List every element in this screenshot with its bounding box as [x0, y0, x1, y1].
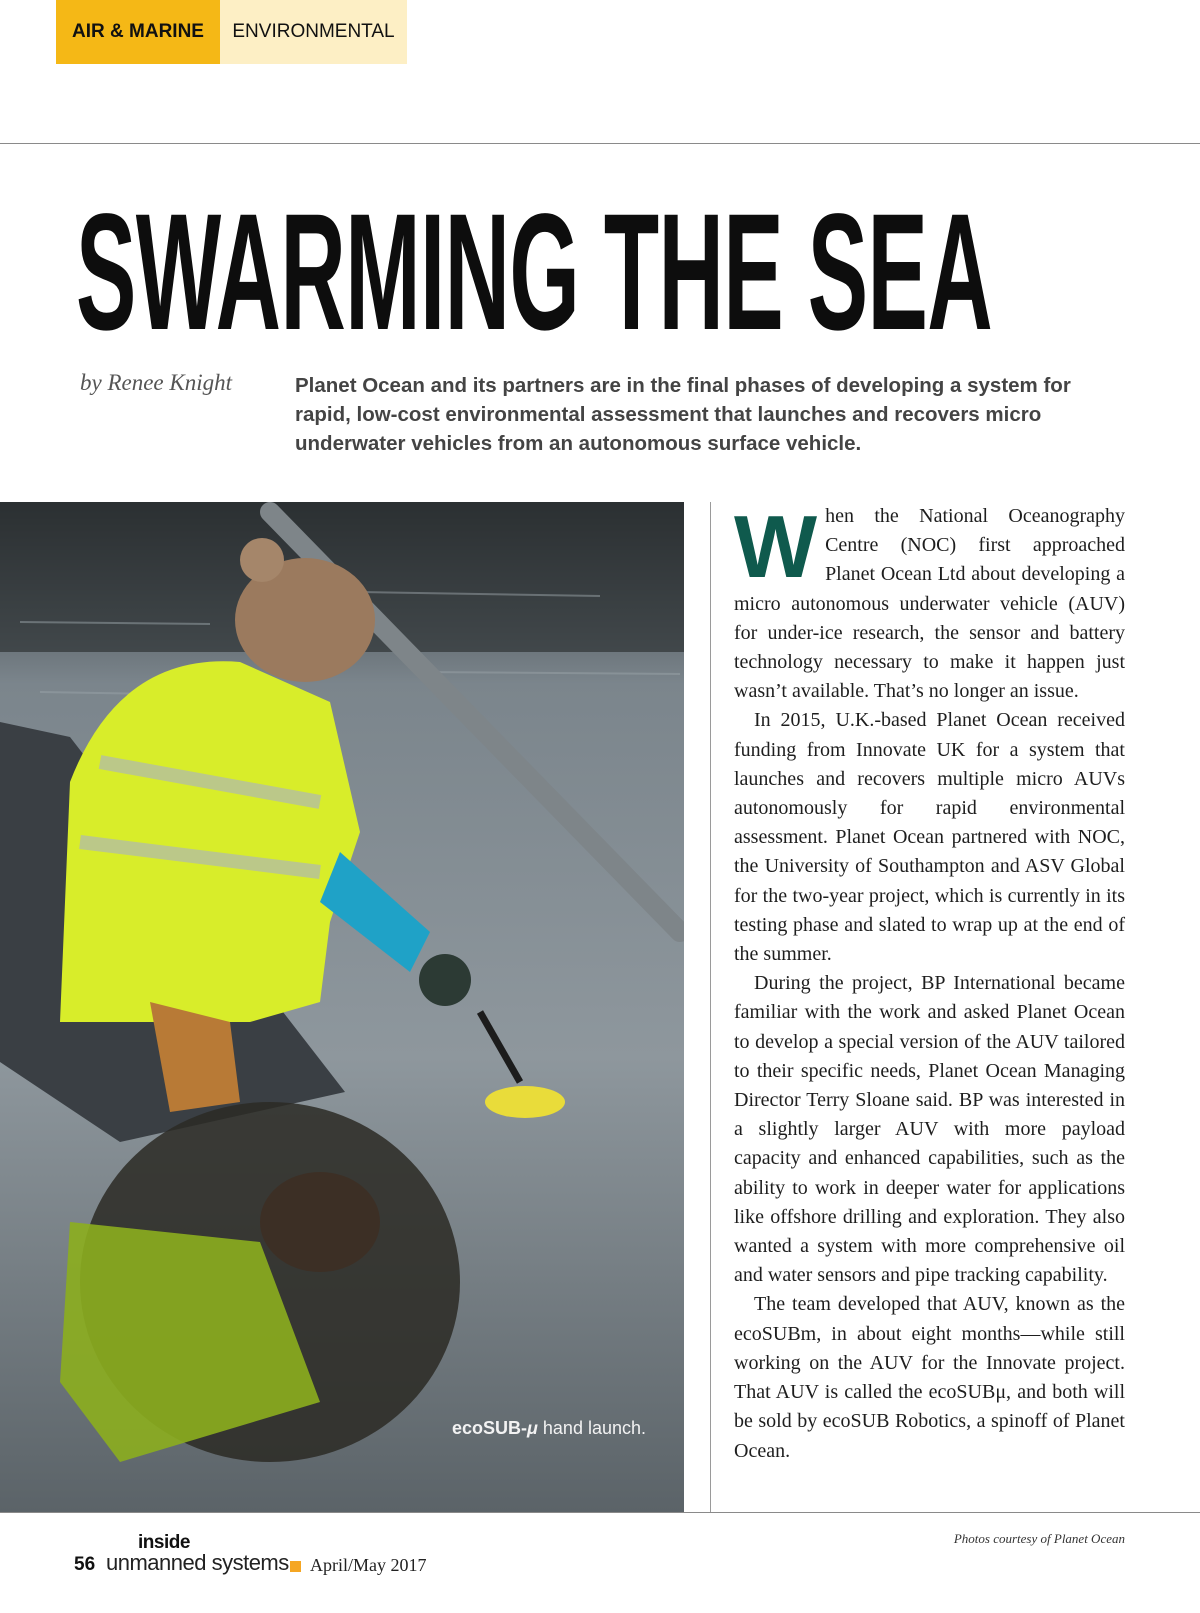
caption-mu: μ [527, 1418, 538, 1438]
photo-credit: Photos courtesy of Planet Ocean [953, 1531, 1125, 1546]
drop-cap: W [734, 497, 818, 596]
article-deck: Planet Ocean and its partners are in the final phases of developing a system for rapid, low-cost environmental assessment that launches and recovers micro underwater vehicles from an autonomous surface vehicle. [295, 374, 1071, 455]
column-divider [710, 502, 711, 1512]
caption-rest: hand launch. [537, 1418, 646, 1438]
section-tag-primary: AIR & MARINE [56, 0, 220, 64]
photo-illustration [0, 502, 684, 1512]
article-paragraph: During the project, BP International became familiar with the work and asked Planet Ocean to develop a special version of the AUV tailored to their specific needs, Planet Ocean Managing Director Terry Sloane said. BP was interested in a slightly larger AUV with more payload capacity and enhanced capabilities, such as the ability to work in deeper water for applications like offshore drilling and exploration. They also wanted a system with more comprehensive oil and water sensors and pipe tracking capability. [734, 972, 1125, 1287]
section-tag-secondary: ENVIRONMENTAL [220, 0, 407, 64]
article-photo [0, 502, 684, 1512]
header-divider [0, 143, 1200, 144]
section-tag-bar [56, 0, 407, 64]
photo-caption [452, 1418, 646, 1439]
page-number: 56 [74, 1554, 96, 1575]
magazine-logo-top: inside [138, 1532, 190, 1553]
article-paragraph: The team developed that AUV, known as the ecoSUBm, in about eight months—while still working on the AUV for the Innovate project. That AUV is called the ecoSUBμ, and both will be sold by ecoSUB Robotics, a spinoff of Planet Ocean. [734, 1293, 1125, 1462]
article-paragraph [734, 497, 1125, 706]
paragraph-text: hen the National Oceanography Centre (NOC) first approached Planet Ocean Ltd about developing a micro autonomous underwater vehicle (AUV) for under-ice research, the sensor and battery technology necessary to make it happen just wasn’t available. That’s no longer an issue. [734, 505, 1125, 703]
issue-date: April/May 2017 [310, 1555, 427, 1575]
caption-bold: ecoSUB- [452, 1418, 528, 1438]
footer-square-icon [290, 1561, 301, 1572]
byline: by Renee Knight [80, 370, 233, 395]
magazine-logo-bottom: unmanned systems [106, 1550, 289, 1575]
footer-divider [0, 1512, 1200, 1513]
article-paragraph: In 2015, U.K.-based Planet Ocean received funding from Innovate UK for a system that launches and recovers multiple micro AUVs autonomously for rapid environmental assessment. Planet Ocean partnered with NOC, the University of Southampton and ASV Global for the two-year project, which is currently in its testing phase and slated to wrap up at the end of the summer. [734, 709, 1125, 966]
article-body [734, 497, 1125, 1466]
page-footer [74, 1532, 554, 1582]
article-headline: SWARMING THE SEA [76, 180, 993, 365]
